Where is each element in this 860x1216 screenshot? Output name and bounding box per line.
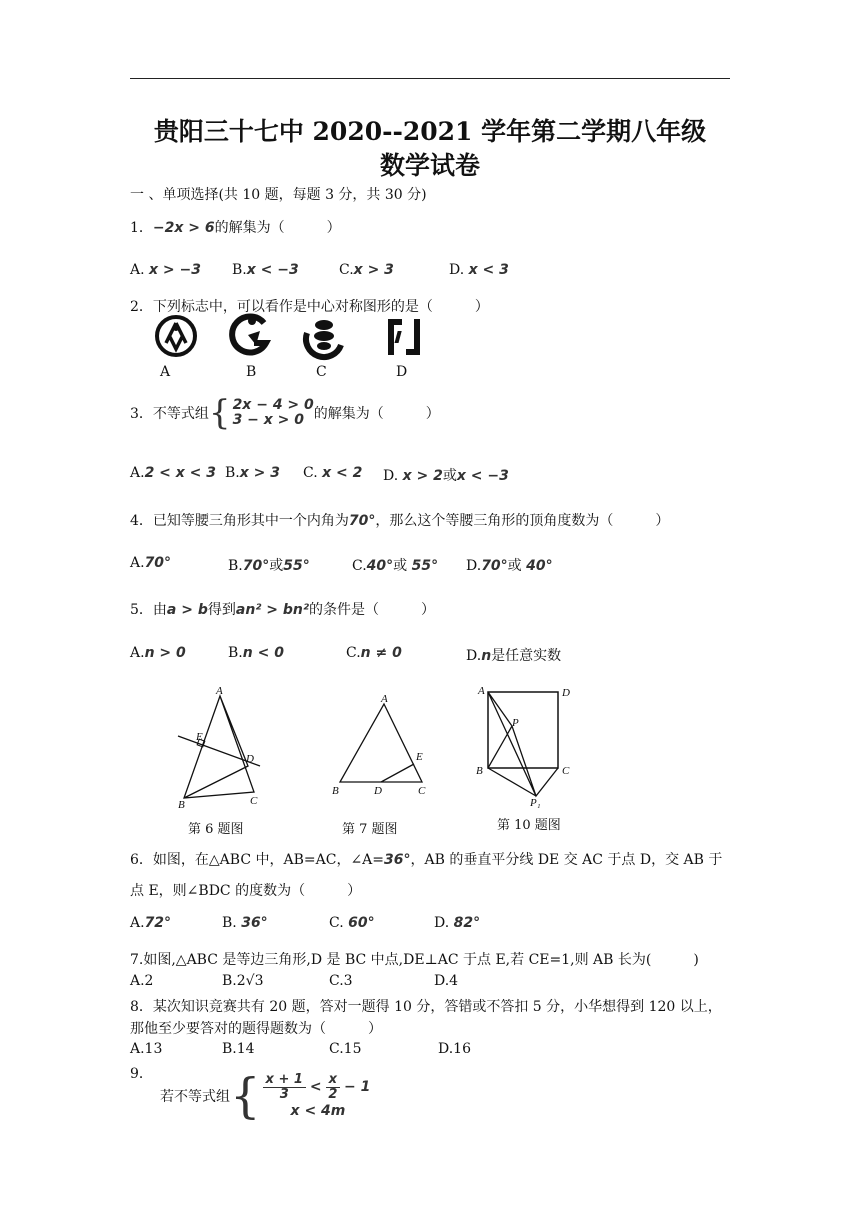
page-subtitle: 数学试卷 [379, 151, 480, 180]
figure-7 [326, 690, 436, 802]
q1-expression: −2x > 6 [152, 220, 215, 236]
figure-10-caption: 第 10 题图 [497, 818, 561, 833]
q5-option-b[interactable]: B.n < 0 [228, 645, 284, 661]
q8-option-b[interactable]: B.14 [222, 1041, 255, 1057]
question-9-number: 9． [130, 1066, 153, 1082]
fig10-label-p1: P₁ [530, 797, 541, 809]
q3-option-a[interactable]: A.2 < x < 3 [130, 465, 217, 481]
header-rule [130, 78, 730, 79]
question-3: 3．不等式组 { 2x − 4 > 0 3 − x > 0 的解集为（ ） [130, 393, 440, 433]
figure-6 [170, 684, 270, 812]
q4-option-a[interactable]: A.70° [130, 555, 172, 571]
fig10-label-b: B [476, 765, 483, 777]
question-8-line-2: 那他至少要答对的题得题数为（ ） [130, 1021, 382, 1037]
question-5: 5．由a > b得到an² > bn²的条件是（ ） [130, 602, 436, 618]
q1-text: 的解集为（ ） [214, 220, 341, 236]
q1-option-c[interactable]: C.x > 3 [339, 262, 394, 278]
question-8-line-1: 8．某次知识竞赛共有 20 题，答对一题得 10 分，答错或不答扣 5 分，小华想得到 120 以上， [130, 999, 722, 1015]
figure-6-caption: 第 6 题图 [188, 822, 244, 837]
q3-option-b[interactable]: B.x > 3 [225, 465, 280, 481]
fig7-label-b: B [332, 785, 339, 797]
question-2: 2．下列标志中，可以看作是中心对称图形的是（ ） [130, 299, 489, 315]
fig6-label-a: A [216, 685, 223, 697]
logo-a-icon[interactable] [152, 313, 202, 359]
logo-b-icon[interactable] [226, 311, 276, 359]
fig7-label-c: C [418, 785, 426, 797]
q9-inequality-system: { $\frac{x + 1}{3}$ < $\frac{x}{2}$ − 1 x < 4m [230, 1068, 371, 1124]
question-7: 7.如图,△ABC 是等边三角形,D 是 BC 中点,DE⊥AC 于点 E,若 CE=1,则 AB 长为( ) [130, 952, 699, 968]
question-1 [130, 217, 341, 237]
q5-option-c[interactable]: C.n ≠ 0 [346, 645, 402, 661]
question-6-line-1: 6．如图，在△ABC 中，AB=AC，∠A=36°，AB 的垂直平分线 DE 交 AC 于点 D，交 AB 于 [130, 852, 723, 868]
q2-label-c: C [316, 364, 327, 380]
q6-option-a[interactable]: A.72° [130, 915, 172, 931]
figure-7-caption: 第 7 题图 [342, 822, 398, 837]
q7-option-c[interactable]: C.3 [329, 973, 353, 989]
fig6-label-d: D [246, 753, 254, 765]
q3-inequality-system: { 2x − 4 > 0 3 − x > 0 [208, 393, 314, 433]
logo-d-icon[interactable] [384, 315, 424, 359]
section-heading: 一 、单项选择(共 10 题，每题 3 分，共 30 分) [130, 187, 427, 203]
fig10-label-a: A [478, 685, 485, 697]
q6-option-d[interactable]: D. 82° [434, 915, 481, 931]
q4-option-b[interactable]: B.70°或55° [228, 558, 310, 574]
q4-option-d[interactable]: D.70°或 40° [466, 558, 553, 574]
question-4: 4．已知等腰三角形其中一个内角为70°，那么这个等腰三角形的顶角度数为（ ） [130, 513, 670, 529]
fig10-label-c: C [562, 765, 570, 777]
q8-option-a[interactable]: A.13 [130, 1041, 163, 1057]
page-title: 贵阳三十七中 2020--2021 学年第二学期八年级 [153, 117, 707, 146]
q6-option-b[interactable]: B. 36° [222, 915, 268, 931]
fig7-label-d: D [374, 785, 382, 797]
fig6-label-b: B [178, 799, 185, 811]
q3-option-d[interactable]: D. x > 2或x < −3 [383, 468, 509, 484]
q7-option-d[interactable]: D.4 [434, 973, 459, 989]
q5-option-d[interactable]: D.n是任意实数 [466, 648, 562, 664]
q5-option-a[interactable]: A.n > 0 [130, 645, 186, 661]
q8-option-c[interactable]: C.15 [329, 1041, 362, 1057]
q6-option-c[interactable]: C. 60° [329, 915, 375, 931]
question-9: 若不等式组 { $\frac{x + 1}{3}$ < $\frac{x}{2}$ − 1 x < 4m [160, 1068, 371, 1124]
q2-label-d: D [396, 364, 408, 380]
fig7-label-a: A [381, 693, 388, 705]
fig6-label-c: C [250, 795, 258, 807]
q1-option-d[interactable]: D. x < 3 [449, 262, 509, 278]
q3-option-c[interactable]: C. x < 2 [303, 465, 363, 481]
q4-option-c[interactable]: C.40°或 55° [352, 558, 439, 574]
q2-label-a: A [160, 364, 171, 380]
q2-label-b: B [246, 364, 257, 380]
logo-c-icon[interactable] [297, 313, 351, 361]
q1-option-a[interactable]: A. x > −3 [130, 262, 201, 278]
q1-option-b[interactable]: B.x < −3 [232, 262, 299, 278]
q7-option-b[interactable]: B.2√3 [222, 973, 264, 989]
fig10-label-p: P [512, 717, 519, 729]
q7-option-a[interactable]: A.2 [130, 973, 154, 989]
question-6-line-2: 点 E，则∠BDC 的度数为（ ） [130, 883, 362, 899]
fig10-label-d: D [562, 687, 570, 699]
fig7-label-e: E [416, 751, 423, 763]
figure-10 [472, 680, 584, 810]
q1-number: 1． [130, 220, 153, 236]
q8-option-d[interactable]: D.16 [438, 1041, 471, 1057]
fig6-label-e: E [196, 731, 203, 743]
